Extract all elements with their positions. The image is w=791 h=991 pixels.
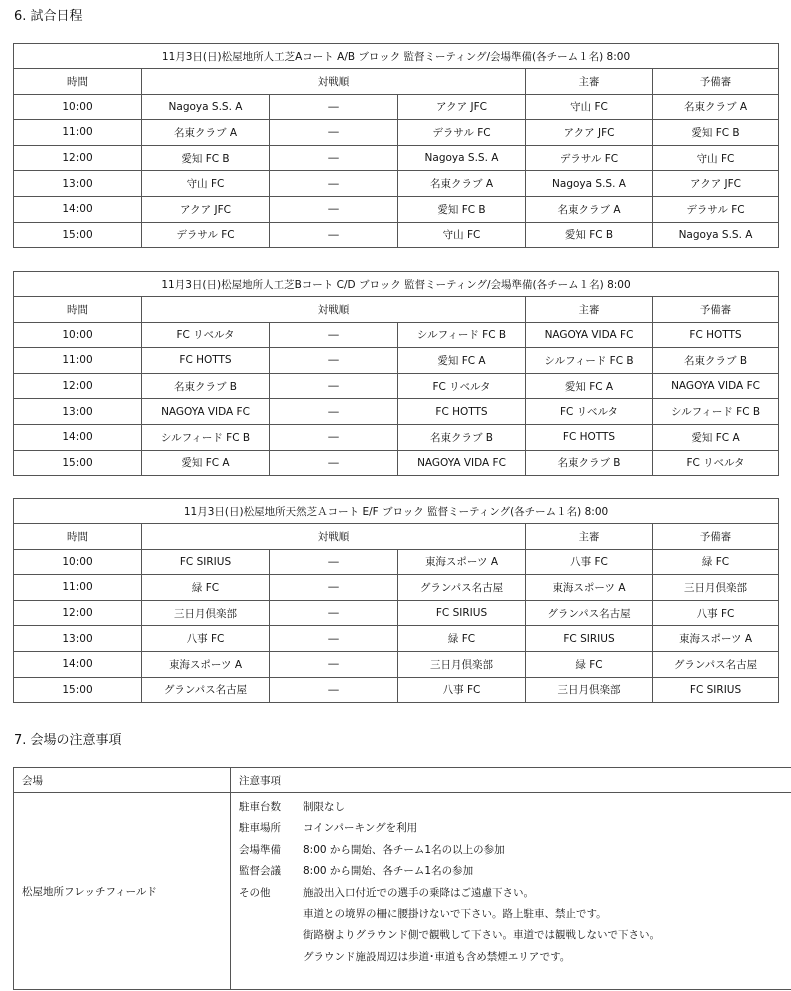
- reserve-cell: 愛知 FC B: [653, 120, 779, 146]
- table-row: [14, 145, 779, 171]
- col-matchup-header: 対戦順: [142, 524, 526, 550]
- versus-dash: ―: [270, 424, 398, 450]
- section-7-heading: 7. 会場の注意事項: [14, 733, 122, 748]
- reserve-cell: NAGOYA VIDA FC: [653, 373, 779, 399]
- time-cell: 15:00: [14, 222, 142, 248]
- versus-dash: ―: [270, 450, 398, 476]
- home-team-cell: 三日月倶楽部: [142, 600, 270, 626]
- time-cell: 15:00: [14, 450, 142, 476]
- note-label: 駐車場所: [239, 822, 281, 835]
- home-team-cell: FC HOTTS: [142, 348, 270, 374]
- away-team-cell: Nagoya S.S. A: [398, 145, 526, 171]
- note-continuation: 街路樹よりグラウンド側で観戦して下さい。車道では観戦しないで下さい。: [303, 929, 660, 942]
- versus-dash: ―: [270, 348, 398, 374]
- note-label: その他: [239, 886, 271, 899]
- away-team-cell: グランパス名古屋: [398, 575, 526, 601]
- reserve-cell: 八事 FC: [653, 600, 779, 626]
- home-team-cell: シルフィード FC B: [142, 424, 270, 450]
- home-team-cell: 東海スポーツ A: [142, 651, 270, 677]
- referee-cell: Nagoya S.S. A: [526, 171, 653, 197]
- reserve-cell: FC HOTTS: [653, 322, 779, 348]
- versus-dash: ―: [270, 120, 398, 146]
- table-row: [14, 600, 779, 626]
- home-team-cell: アクア JFC: [142, 196, 270, 222]
- home-team-cell: FC リベルタ: [142, 322, 270, 348]
- schedule-table-cd: [13, 271, 779, 476]
- notes-header-row: [14, 768, 791, 793]
- referee-cell: NAGOYA VIDA FC: [526, 322, 653, 348]
- time-cell: 15:00: [14, 677, 142, 703]
- time-cell: 14:00: [14, 196, 142, 222]
- reserve-cell: 守山 FC: [653, 145, 779, 171]
- time-cell: 10:00: [14, 94, 142, 120]
- away-team-cell: シルフィード FC B: [398, 322, 526, 348]
- note-text: 制限なし: [303, 801, 345, 813]
- table-title-row: [14, 272, 779, 297]
- note-text: 8:00 から開始、各チーム1名の以上の参加: [303, 843, 505, 856]
- time-cell: 13:00: [14, 626, 142, 652]
- referee-cell: 八事 FC: [526, 549, 653, 575]
- note-continuation: グラウンド施設周辺は歩道･車道も含め禁煙エリアです。: [303, 950, 571, 963]
- versus-dash: ―: [270, 600, 398, 626]
- reserve-cell: 緑 FC: [653, 549, 779, 575]
- versus-dash: ―: [270, 549, 398, 575]
- col-matchup-header: 対戦順: [142, 297, 526, 323]
- versus-dash: ―: [270, 196, 398, 222]
- table-row: [14, 424, 779, 450]
- table-row: [14, 120, 779, 146]
- time-cell: 13:00: [14, 399, 142, 425]
- referee-cell: 名東クラブ B: [526, 450, 653, 476]
- home-team-cell: Nagoya S.S. A: [142, 94, 270, 120]
- note-item: [239, 840, 791, 861]
- away-team-cell: デラサル FC: [398, 120, 526, 146]
- note-text: 施設出入口付近での選手の乗降はご遠慮下さい。: [303, 886, 534, 899]
- schedule-table-ef: [13, 498, 779, 703]
- col-matchup-header: 対戦順: [142, 69, 526, 95]
- table-title-row: [14, 499, 779, 524]
- referee-cell: グランパス名古屋: [526, 600, 653, 626]
- venue-notes-table: [13, 767, 791, 990]
- home-team-cell: 緑 FC: [142, 575, 270, 601]
- away-team-cell: 東海スポーツ A: [398, 549, 526, 575]
- referee-cell: FC リベルタ: [526, 399, 653, 425]
- note-label: 会場準備: [239, 843, 281, 856]
- reserve-cell: 名東クラブ A: [653, 94, 779, 120]
- notes-row: [14, 793, 791, 990]
- time-cell: 12:00: [14, 600, 142, 626]
- versus-dash: ―: [270, 322, 398, 348]
- home-team-cell: 守山 FC: [142, 171, 270, 197]
- header-row: [14, 524, 779, 550]
- away-team-cell: NAGOYA VIDA FC: [398, 450, 526, 476]
- referee-cell: 三日月倶楽部: [526, 677, 653, 703]
- referee-cell: 緑 FC: [526, 651, 653, 677]
- versus-dash: ―: [270, 677, 398, 703]
- time-cell: 10:00: [14, 322, 142, 348]
- away-team-cell: 名東クラブ B: [398, 424, 526, 450]
- reserve-cell: アクア JFC: [653, 171, 779, 197]
- note-continuation: 車道との境界の柵に腰掛けないで下さい。路上駐車、禁止です。: [303, 908, 607, 921]
- versus-dash: ―: [270, 171, 398, 197]
- referee-cell: 愛知 FC A: [526, 373, 653, 399]
- home-team-cell: 愛知 FC B: [142, 145, 270, 171]
- referee-cell: アクア JFC: [526, 120, 653, 146]
- col-venue-header: 会場: [14, 768, 231, 793]
- away-team-cell: 守山 FC: [398, 222, 526, 248]
- block-title: 11月3日(日)松屋地所人工芝Bコート C/D ブロック 監督ミーティング/会場準備(各チーム１名) 8:00: [14, 272, 779, 297]
- reserve-cell: グランパス名古屋: [653, 651, 779, 677]
- away-team-cell: 緑 FC: [398, 626, 526, 652]
- versus-dash: ―: [270, 575, 398, 601]
- time-cell: 11:00: [14, 575, 142, 601]
- away-team-cell: 愛知 FC A: [398, 348, 526, 374]
- time-cell: 11:00: [14, 348, 142, 374]
- note-text: 8:00 から開始、各チーム1名の参加: [303, 865, 474, 878]
- notes-body: [231, 793, 791, 990]
- table-row: [14, 549, 779, 575]
- reserve-cell: 愛知 FC A: [653, 424, 779, 450]
- note-label: 駐車台数: [239, 801, 281, 813]
- away-team-cell: FC HOTTS: [398, 399, 526, 425]
- table-row: [14, 222, 779, 248]
- time-cell: 14:00: [14, 651, 142, 677]
- note-text: コインパーキングを利用: [303, 822, 418, 835]
- col-referee-header: 主審: [526, 297, 653, 323]
- away-team-cell: FC SIRIUS: [398, 600, 526, 626]
- reserve-cell: FC リベルタ: [653, 450, 779, 476]
- reserve-cell: FC SIRIUS: [653, 677, 779, 703]
- col-time-header: 時間: [14, 524, 142, 550]
- versus-dash: ―: [270, 399, 398, 425]
- versus-dash: ―: [270, 651, 398, 677]
- home-team-cell: 名東クラブ B: [142, 373, 270, 399]
- table-row: [14, 94, 779, 120]
- col-time-header: 時間: [14, 297, 142, 323]
- time-cell: 10:00: [14, 549, 142, 575]
- table-row: [14, 399, 779, 425]
- time-cell: 12:00: [14, 373, 142, 399]
- table-row: [14, 677, 779, 703]
- referee-cell: シルフィード FC B: [526, 348, 653, 374]
- versus-dash: ―: [270, 626, 398, 652]
- reserve-cell: 三日月倶楽部: [653, 575, 779, 601]
- venue-name: 松屋地所フレッチフィールド: [14, 793, 231, 990]
- home-team-cell: 名東クラブ A: [142, 120, 270, 146]
- reserve-cell: 東海スポーツ A: [653, 626, 779, 652]
- time-cell: 11:00: [14, 120, 142, 146]
- home-team-cell: 愛知 FC A: [142, 450, 270, 476]
- table-title-row: [14, 44, 779, 69]
- header-row: [14, 297, 779, 323]
- away-team-cell: 三日月倶楽部: [398, 651, 526, 677]
- referee-cell: 名東クラブ A: [526, 196, 653, 222]
- col-referee-header: 主審: [526, 524, 653, 550]
- col-reserve-header: 予備審: [653, 69, 779, 95]
- note-item: [239, 883, 791, 904]
- note-item: [239, 818, 791, 839]
- note-item: [239, 797, 791, 818]
- referee-cell: 東海スポーツ A: [526, 575, 653, 601]
- referee-cell: 愛知 FC B: [526, 222, 653, 248]
- reserve-cell: シルフィード FC B: [653, 399, 779, 425]
- away-team-cell: アクア JFC: [398, 94, 526, 120]
- table-row: [14, 373, 779, 399]
- block-title: 11月3日(日)松屋地所天然芝Ａコート E/F ブロック 監督ミーティング(各チーム１名) 8:00: [14, 499, 779, 524]
- col-referee-header: 主審: [526, 69, 653, 95]
- versus-dash: ―: [270, 94, 398, 120]
- reserve-cell: Nagoya S.S. A: [653, 222, 779, 248]
- away-team-cell: 八事 FC: [398, 677, 526, 703]
- time-cell: 12:00: [14, 145, 142, 171]
- table-row: [14, 322, 779, 348]
- versus-dash: ―: [270, 373, 398, 399]
- referee-cell: デラサル FC: [526, 145, 653, 171]
- time-cell: 13:00: [14, 171, 142, 197]
- home-team-cell: 八事 FC: [142, 626, 270, 652]
- home-team-cell: NAGOYA VIDA FC: [142, 399, 270, 425]
- referee-cell: FC SIRIUS: [526, 626, 653, 652]
- col-time-header: 時間: [14, 69, 142, 95]
- section-6-heading: 6. 試合日程: [14, 9, 83, 24]
- block-title: 11月3日(日)松屋地所人工芝Aコート A/B ブロック 監督ミーティング/会場準備(各チーム１名) 8:00: [14, 44, 779, 69]
- table-row: [14, 575, 779, 601]
- time-cell: 14:00: [14, 424, 142, 450]
- away-team-cell: 愛知 FC B: [398, 196, 526, 222]
- col-reserve-header: 予備審: [653, 297, 779, 323]
- away-team-cell: FC リベルタ: [398, 373, 526, 399]
- referee-cell: 守山 FC: [526, 94, 653, 120]
- home-team-cell: グランパス名古屋: [142, 677, 270, 703]
- reserve-cell: 名東クラブ B: [653, 348, 779, 374]
- table-row: [14, 171, 779, 197]
- referee-cell: FC HOTTS: [526, 424, 653, 450]
- home-team-cell: FC SIRIUS: [142, 549, 270, 575]
- col-notes-header: 注意事項: [231, 768, 791, 793]
- col-reserve-header: 予備審: [653, 524, 779, 550]
- note-item: [239, 861, 791, 882]
- table-row: [14, 196, 779, 222]
- versus-dash: ―: [270, 145, 398, 171]
- reserve-cell: デラサル FC: [653, 196, 779, 222]
- table-row: [14, 348, 779, 374]
- header-row: [14, 69, 779, 95]
- away-team-cell: 名東クラブ A: [398, 171, 526, 197]
- note-label: 監督会議: [239, 865, 281, 878]
- table-row: [14, 651, 779, 677]
- home-team-cell: デラサル FC: [142, 222, 270, 248]
- table-row: [14, 450, 779, 476]
- schedule-table-ab: [13, 43, 779, 248]
- versus-dash: ―: [270, 222, 398, 248]
- table-row: [14, 626, 779, 652]
